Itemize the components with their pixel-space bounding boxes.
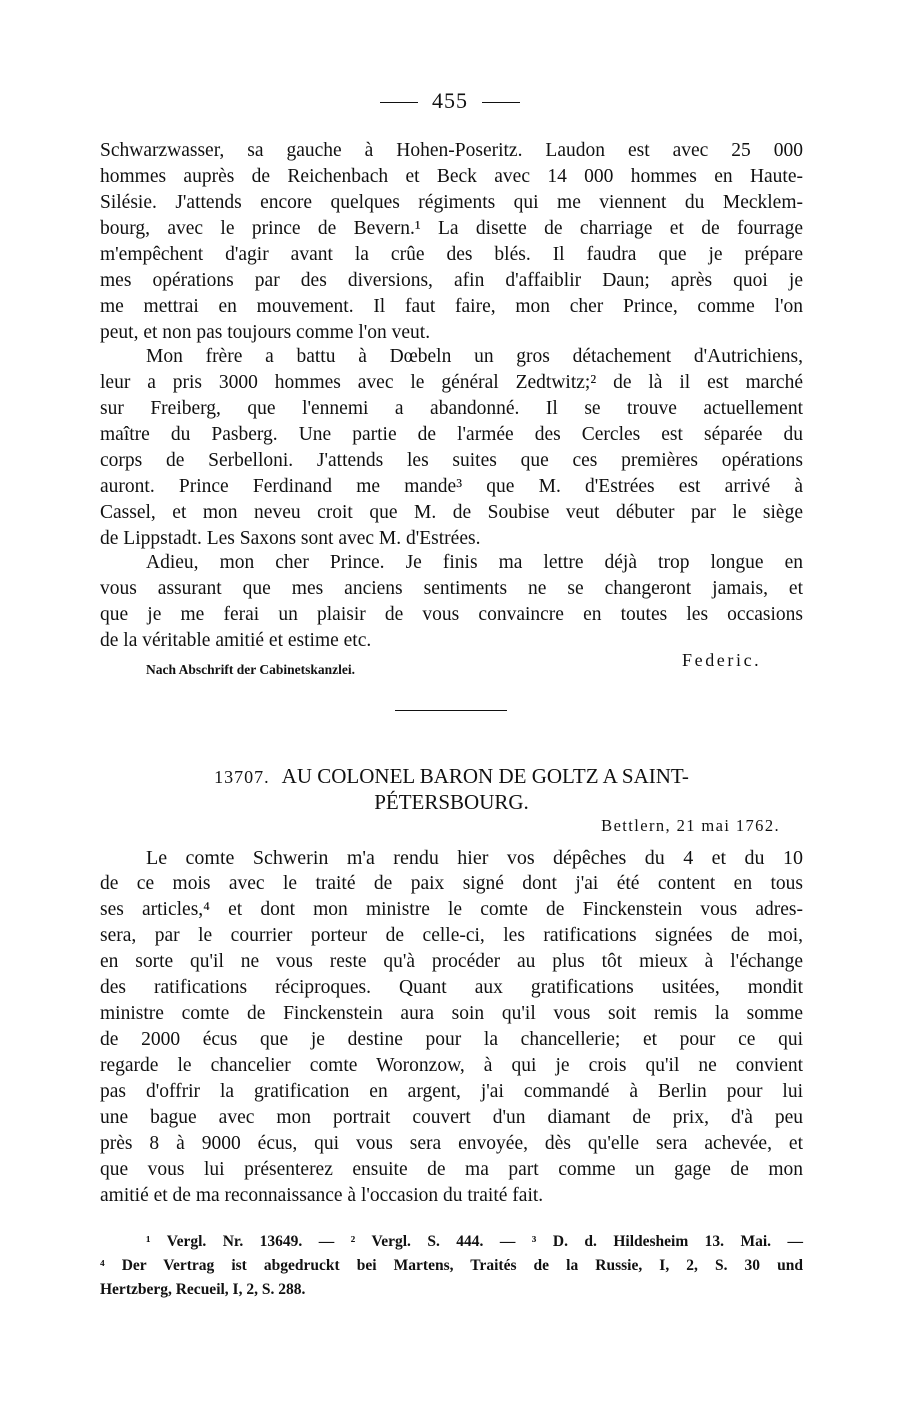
text-line: une bague avec mon portrait couvert d'un diamant de prix, d'à peu	[100, 1107, 803, 1128]
text-line: pas d'offrir la gratification en argent, j'ai commandé à Berlin pour lui	[100, 1081, 803, 1102]
text-line: de Lippstadt. Les Saxons sont avec M. d'Estrées.	[100, 528, 481, 549]
footnote-line: ¹ Vergl. Nr. 13649. — ² Vergl. S. 444. — ³ D. d. Hildesheim 13. Mai. —	[146, 1233, 803, 1250]
text-line: que vous lui présenterez ensuite de ma part comme un gage de mon	[100, 1159, 803, 1180]
page-number: 455	[432, 88, 468, 113]
text-line: de ce mois avec le traité de paix signé dont j'ai été content en tous	[100, 873, 803, 894]
dateline: Bettlern, 21 mai 1762.	[601, 816, 780, 835]
text-line: sur Freiberg, que l'ennemi a abandonné. Il se trouve actuellement	[100, 398, 803, 419]
text-line: Mon frère a battu à Dœbeln un gros détachement d'Autrichiens,	[146, 346, 803, 367]
text-line: amitié et de ma reconnaissance à l'occasion du traité fait.	[100, 1185, 544, 1206]
text-line: vous assurant que mes anciens sentiments ne se changeront jamais, et	[100, 578, 803, 599]
text-line: leur a pris 3000 hommes avec le général Zedtwitz;² de là il est marché	[100, 372, 803, 393]
text-line: que je me ferai un plaisir de vous convaincre en toutes les occasions	[100, 604, 803, 625]
text-line: bourg, avec le prince de Bevern.¹ La disette de charriage et de fourrage	[100, 218, 803, 239]
footnote-line: Hertzberg, Recueil, I, 2, S. 288.	[100, 1281, 306, 1298]
text-line: de 2000 écus que je destine pour la chancellerie; et pour ce qui	[100, 1029, 803, 1050]
text-line: Cassel, et mon neveu croit que M. de Soubise veut débuter par le siège	[100, 502, 803, 523]
text-line: m'empêchent d'agir avant la crûe des blés. Il faudra que je prépare	[100, 244, 803, 265]
text-line: sera, par le courrier porteur de celle-ci, les ratifications signées de moi,	[100, 925, 803, 946]
page-number-header	[0, 88, 900, 114]
text-line: auront. Prince Ferdinand me mande³ que M. d'Estrées est arrivé à	[100, 476, 803, 497]
letter-number: 13707.	[214, 767, 270, 787]
letter-heading-line-2: PÉTERSBOURG.	[374, 790, 529, 814]
text-line: près 8 à 9000 écus, qui vous sera envoyée, dès qu'elle sera achevée, et	[100, 1133, 803, 1154]
letter-heading-text: AU COLONEL BARON DE GOLTZ A SAINT-	[281, 764, 689, 788]
right-rule	[482, 102, 520, 103]
text-line: Le comte Schwerin m'a rendu hier vos dépêches du 4 et du 10	[146, 847, 803, 869]
text-line: ministre comte de Finckenstein aura soin qu'il vous soit remis la somme	[100, 1003, 803, 1024]
text-line: me mettrai en mouvement. Il faut faire, mon cher Prince, comme l'on	[100, 296, 803, 317]
text-line: Adieu, mon cher Prince. Je finis ma lettre déjà trop longue en	[146, 552, 803, 573]
text-line: des ratifications réciproques. Quant aux gratifications usitées, mondit	[100, 977, 803, 998]
text-line: mes opérations par des diversions, afin d'affaiblir Daun; après quoi je	[100, 270, 803, 291]
section-separator	[395, 710, 507, 711]
letter-heading-line-1	[100, 762, 803, 791]
text-line: ses articles,⁴ et dont mon ministre le comte de Finckenstein vous adres-	[100, 899, 803, 920]
text-line: maître du Pasberg. Une partie de l'armée des Cercles est séparée du	[100, 424, 803, 445]
text-line: peut, et non pas toujours comme l'on veut.	[100, 322, 431, 343]
text-line: Silésie. J'attends encore quelques régiments qui me viennent du Mecklem-	[100, 192, 803, 213]
text-line: hommes auprès de Reichenbach et Beck avec 14 000 hommes en Haute-	[100, 166, 803, 187]
footnote-line: ⁴ Der Vertrag ist abgedruckt bei Martens, Traités de la Russie, I, 2, S. 30 und	[100, 1257, 803, 1274]
text-line: de la véritable amitié et estime etc.	[100, 630, 372, 651]
text-line: en sorte qu'il ne vous reste qu'à procéder au plus tôt mieux à l'échange	[100, 951, 803, 972]
source-note: Nach Abschrift der Cabinetskanzlei.	[146, 662, 356, 677]
text-line: Schwarzwasser, sa gauche à Hohen-Poseritz. Laudon est avec 25 000	[100, 140, 803, 161]
text-line: corps de Serbelloni. J'attends les suites que ces premières opérations	[100, 450, 803, 471]
text-line: regarde le chancelier comte Woronzow, à qui je crois qu'il ne convient	[100, 1055, 803, 1076]
left-rule	[380, 102, 418, 103]
signature: Federic.	[682, 650, 762, 670]
